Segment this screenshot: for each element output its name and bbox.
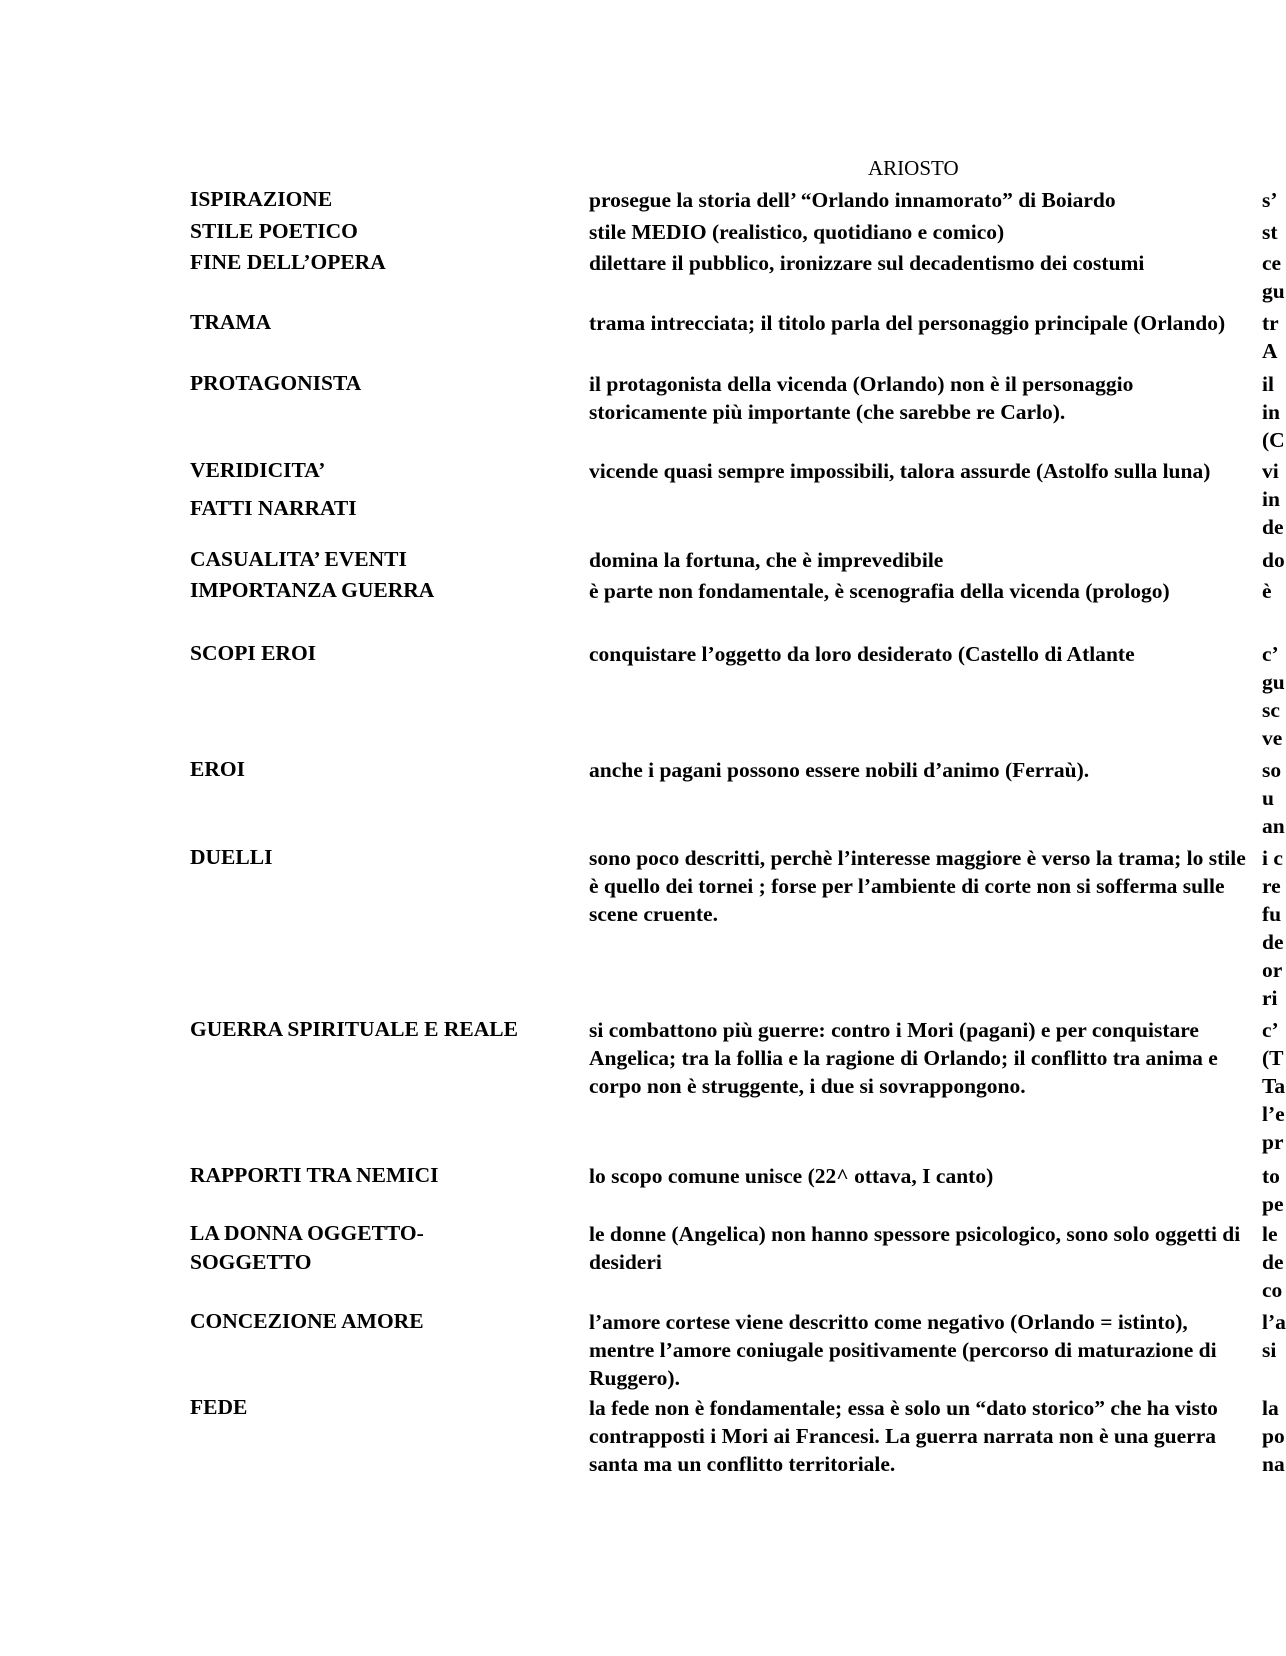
clipped-column-text — [1262, 186, 1280, 214]
clipped-column-text — [1262, 1308, 1286, 1364]
row-label — [190, 640, 590, 667]
clipped-fragment: l’e — [1262, 1102, 1285, 1126]
clipped-fragment: an — [1262, 814, 1285, 838]
row-label — [190, 1308, 590, 1335]
page-title: ARIOSTO — [868, 156, 959, 180]
clipped-fragment: c’ — [1262, 1018, 1279, 1042]
row-description: la fede non è fondamentale; essa è solo un “dato storico” che ha visto contrapposti i Mori ai Francesi. La guerra narrata non è una guerra santa ma un conflitto territoriale. — [589, 1396, 1218, 1476]
clipped-fragment: gu — [1262, 670, 1285, 694]
row-description: vicende quasi sempre impossibili, talora assurde (Astolfo sulla luna) — [589, 459, 1211, 483]
clipped-fragment: ve — [1262, 726, 1283, 750]
clipped-fragment: in — [1262, 400, 1280, 424]
row-description: domina la fortuna, che è imprevedibile — [589, 548, 944, 572]
row-label-text: PROTAGONISTA — [190, 371, 362, 395]
clipped-column-text — [1262, 640, 1285, 752]
clipped-column-text — [1262, 756, 1285, 840]
row-label — [190, 756, 590, 783]
clipped-fragment: gu — [1262, 279, 1285, 303]
row-label — [190, 844, 590, 871]
row-label-text: CASUALITA’ EVENTI — [190, 547, 407, 571]
row-label — [190, 1016, 590, 1043]
clipped-fragment: pe — [1262, 1192, 1284, 1216]
clipped-fragment: è — [1262, 579, 1272, 603]
clipped-fragment: de — [1262, 1250, 1284, 1274]
row-label — [190, 249, 590, 276]
clipped-fragment: c’ — [1262, 642, 1279, 666]
clipped-fragment: ce — [1262, 251, 1282, 275]
clipped-fragment: (T — [1262, 1046, 1284, 1070]
row-label-text: GUERRA SPIRITUALE E REALE — [190, 1017, 518, 1041]
clipped-fragment: fu — [1262, 902, 1282, 926]
row-description: conquistare l’oggetto da loro desiderato (Castello di Atlante — [589, 642, 1135, 666]
clipped-column-text — [1262, 577, 1280, 605]
row-description: trama intrecciata; il titolo parla del personaggio principale (Orlando) — [589, 311, 1226, 335]
clipped-column-text — [1262, 218, 1280, 246]
clipped-column-text — [1262, 1394, 1285, 1478]
clipped-fragment: vi — [1262, 459, 1279, 483]
row-label — [190, 457, 590, 522]
clipped-fragment: po — [1262, 1424, 1285, 1448]
row-description: il protagonista della vicenda (Orlando) non è il personaggio storicamente più importante (che sarebbe re Carlo). — [589, 372, 1134, 424]
clipped-fragment: co — [1262, 1278, 1283, 1302]
row-label — [190, 1162, 590, 1189]
clipped-fragment: so — [1262, 758, 1282, 782]
row-description: anche i pagani possono essere nobili d’animo (Ferraù). — [589, 758, 1090, 782]
clipped-fragment: A — [1262, 339, 1278, 363]
clipped-fragment: il — [1262, 372, 1274, 396]
clipped-column-text — [1262, 844, 1284, 1012]
row-label-text: CONCEZIONE AMORE — [190, 1309, 424, 1333]
row-description: l’amore cortese viene descritto come negativo (Orlando = istinto), mentre l’amore coniugale positivamente (percorso di maturazione di Ruggero). — [589, 1310, 1217, 1390]
clipped-column-text — [1262, 249, 1285, 305]
clipped-fragment: in — [1262, 487, 1280, 511]
row-description: lo scopo comune unisce (22^ ottava, I canto) — [589, 1164, 994, 1188]
clipped-fragment: si — [1262, 1338, 1277, 1362]
clipped-fragment: i c — [1262, 846, 1283, 870]
row-label-text-2: SOGGETTO — [190, 1250, 312, 1274]
clipped-fragment: ri — [1262, 986, 1278, 1010]
clipped-fragment: la — [1262, 1396, 1279, 1420]
clipped-fragment: l’a — [1262, 1310, 1286, 1334]
clipped-column-text — [1262, 546, 1285, 574]
clipped-fragment: (C — [1262, 428, 1285, 452]
row-description: dilettare il pubblico, ironizzare sul decadentismo dei costumi — [589, 251, 1145, 275]
row-label-text-2: FATTI NARRATI — [190, 496, 357, 520]
row-description: si combattono più guerre: contro i Mori (pagani) e per conquistare Angelica; tra la follia e la ragione di Orlando; il conflitto tra anima e corpo non è struggente, i due si sovrappongono. — [589, 1018, 1218, 1098]
row-label-text: FEDE — [190, 1395, 248, 1419]
row-label-text: LA DONNA OGGETTO- — [190, 1221, 424, 1245]
clipped-fragment: tr — [1262, 311, 1279, 335]
clipped-fragment: de — [1262, 930, 1284, 954]
row-label-text: FINE DELL’OPERA — [190, 250, 386, 274]
clipped-fragment: or — [1262, 958, 1283, 982]
row-label — [190, 309, 590, 336]
row-label — [190, 577, 590, 604]
row-label-text: EROI — [190, 757, 245, 781]
row-label-text: ISPIRAZIONE — [190, 187, 333, 211]
row-label-text: DUELLI — [190, 845, 273, 869]
clipped-column-text — [1262, 1016, 1286, 1156]
row-label-text: STILE POETICO — [190, 219, 358, 243]
row-label — [190, 186, 590, 213]
clipped-column-text — [1262, 309, 1280, 365]
row-label — [190, 218, 590, 245]
clipped-fragment: u — [1262, 786, 1274, 810]
row-description: prosegue la storia dell’ “Orlando innamorato” di Boiardo — [589, 188, 1116, 212]
row-label-text: RAPPORTI TRA NEMICI — [190, 1163, 439, 1187]
clipped-column-text — [1262, 370, 1285, 454]
row-label — [190, 1394, 590, 1421]
clipped-fragment: to — [1262, 1164, 1280, 1188]
clipped-fragment: na — [1262, 1452, 1285, 1476]
row-description: le donne (Angelica) non hanno spessore psicologico, sono solo oggetti di desideri — [589, 1222, 1241, 1274]
row-label-text: VERIDICITA’ — [190, 458, 326, 482]
clipped-fragment: le — [1262, 1222, 1278, 1246]
clipped-fragment: sc — [1262, 698, 1280, 722]
clipped-fragment: do — [1262, 548, 1285, 572]
row-label — [190, 1220, 590, 1276]
clipped-fragment: re — [1262, 874, 1281, 898]
clipped-fragment: st — [1262, 220, 1278, 244]
clipped-fragment: s’ — [1262, 188, 1278, 212]
clipped-column-text — [1262, 1162, 1284, 1218]
clipped-fragment: de — [1262, 515, 1284, 539]
row-label — [190, 370, 590, 397]
row-label — [190, 546, 590, 573]
clipped-fragment: pr — [1262, 1130, 1284, 1154]
clipped-column-text — [1262, 457, 1284, 541]
row-label-text: IMPORTANZA GUERRA — [190, 578, 435, 602]
row-description: sono poco descritti, perchè l’interesse maggiore è verso la trama; lo stile è quello dei tornei ; forse per l’ambiente di corte non si sofferma sulle scene cruente. — [589, 846, 1246, 926]
row-label-text: TRAMA — [190, 310, 272, 334]
row-description: stile MEDIO (realistico, quotidiano e comico) — [589, 220, 1005, 244]
row-description: è parte non fondamentale, è scenografia della vicenda (prologo) — [589, 579, 1170, 603]
clipped-fragment: Ta — [1262, 1074, 1286, 1098]
row-label-text: SCOPI EROI — [190, 641, 317, 665]
clipped-column-text — [1262, 1220, 1284, 1304]
